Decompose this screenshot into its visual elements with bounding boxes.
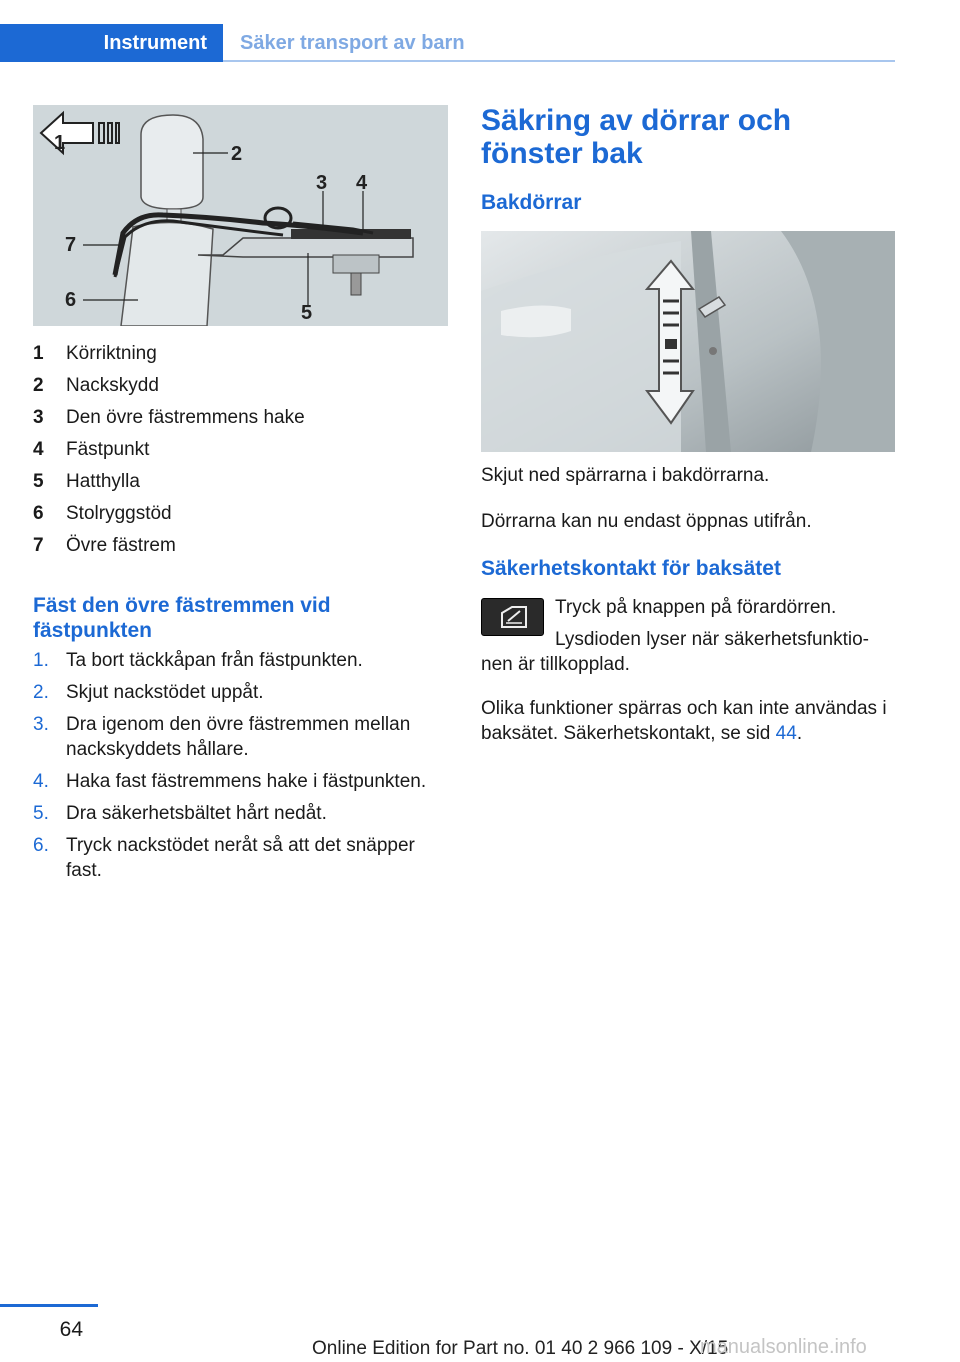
legend-text: Nackskydd [66,375,159,396]
step-list [33,648,448,890]
paragraph-olika-text: Olika funktioner spärras och kan inte användas i baksätet. Säkerhetskontakt, se sid [481,698,887,744]
callout-1: 1 [54,132,66,154]
step-item [33,648,448,673]
legend-text: Stolryggstöd [66,503,172,524]
paragraph-tryck: Tryck på knappen på förardörren. [555,597,837,618]
page-number: 64 [59,1318,83,1341]
legend-item [33,370,448,402]
step-number: 3. [33,714,49,735]
legend-item [33,466,448,498]
paragraph-lysdioden: Lysdioden lyser när säkerhetsfunktio‐ [555,629,870,650]
legend-num: 2 [33,375,44,396]
legend-text: Fästpunkt [66,439,150,460]
section-heading-bakdorrar: Bakdörrar [481,191,582,214]
child-lock-button-icon [481,598,544,636]
headrest-tether-illustration [33,105,448,326]
legend-item [33,338,448,370]
step-item [33,833,448,883]
paragraph-dorrarna: Dörrarna kan nu endast öppnas utifrån. [481,511,812,532]
paragraph-olika [481,696,895,746]
step-number: 1. [33,650,49,671]
step-text: Skjut nackstödet uppåt. [66,682,264,703]
callout-4: 4 [356,172,368,194]
watermark: manualsonline.info [700,1336,867,1358]
footer-rule [0,1304,98,1307]
callout-6: 6 [65,289,77,311]
page-reference-link[interactable]: 44 [775,723,797,744]
step-text: Haka fast fästremmens hake i fästpunkten. [66,771,427,792]
step-text: Tryck nackstödet neråt så att det snäpper fast. [66,835,415,881]
legend-text: Hatthylla [66,471,140,492]
legend-item [33,530,448,562]
step-number: 6. [33,835,49,856]
callout-7: 7 [65,234,77,256]
tab-saker-transport[interactable]: Säker transport av barn [240,32,465,54]
legend-list [33,338,448,562]
step-item [33,769,448,794]
legend-num: 6 [33,503,44,524]
step-item [33,680,448,705]
step-item [33,801,448,826]
legend-num: 4 [33,439,44,460]
step-item [33,712,448,762]
legend-num: 1 [33,343,44,364]
headrest-diagram [33,105,448,326]
paragraph-lysdioden-cont: nen är tillkopplad. [481,654,630,675]
step-text: Ta bort täckkåpan från fästpunkten. [66,650,363,671]
legend-item [33,402,448,434]
door-lock-illustration [481,231,895,452]
legend-text: Den övre fästremmens hake [66,407,305,428]
step-number: 4. [33,771,49,792]
step-text: Dra igenom den övre fästremmen mellan nackskyddets hållare. [66,714,411,760]
section-heading-sakerhetskontakt: Säkerhetskontakt för baksätet [481,557,781,580]
paragraph-olika-end: . [796,723,803,744]
legend-num: 3 [33,407,44,428]
page-title: Säkring av dörrar och fönster bak [481,104,792,170]
step-number: 2. [33,682,49,703]
legend-item [33,498,448,530]
legend-num: 7 [33,535,44,556]
paragraph-skjut: Skjut ned spärrarna i bakdörrarna. [481,465,770,486]
callout-3: 3 [316,172,328,194]
step-text: Dra säkerhetsbältet hårt nedåt. [66,803,327,824]
legend-num: 5 [33,471,44,492]
edition-text: Online Edition for Part no. 01 40 2 966 109 - X/15 [312,1338,729,1359]
legend-text: Körriktning [66,343,157,364]
legend-text: Övre fästrem [66,535,176,556]
rear-door-lock-photo [481,231,895,452]
callout-5: 5 [301,302,313,324]
step-number: 5. [33,803,49,824]
page-header [0,24,895,62]
tab-instrument[interactable]: Instrument [0,24,223,62]
legend-item [33,434,448,466]
callout-2: 2 [231,143,243,165]
section-heading-fast: Fäst den övre fästremmen vid fästpunkten [33,594,331,642]
header-divider [223,60,895,62]
